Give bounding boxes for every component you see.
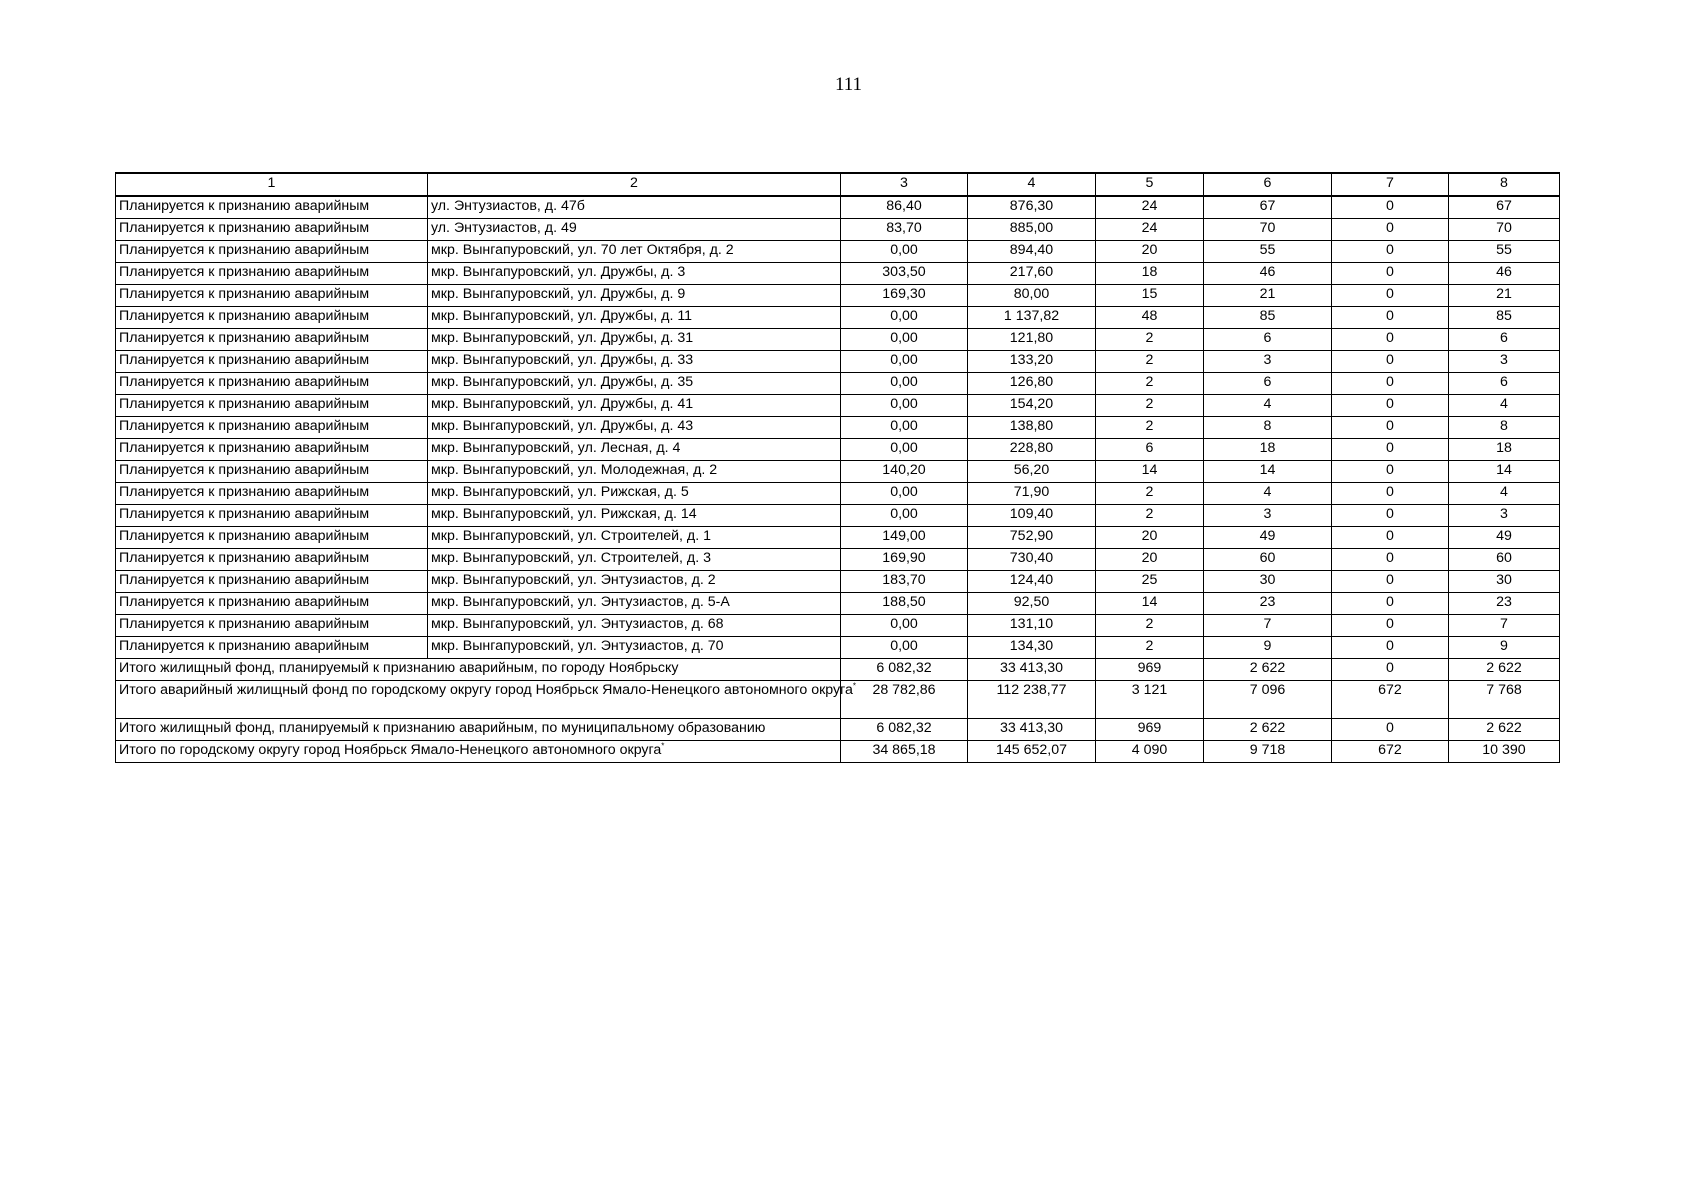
address-cell: ул. Энтузиастов, д. 47б [428, 196, 841, 219]
value-cell-c7: 0 [1332, 527, 1449, 549]
value-cell-c8: 70 [1449, 219, 1560, 241]
value-cell-c8: 67 [1449, 196, 1560, 219]
value-cell-c4: 885,00 [968, 219, 1096, 241]
status-cell: Планируется к признанию аварийным [116, 219, 428, 241]
value-cell-c5: 2 [1096, 615, 1204, 637]
value-cell-c5: 2 [1096, 373, 1204, 395]
value-cell-c8: 46 [1449, 263, 1560, 285]
value-cell-c3: 0,00 [841, 373, 968, 395]
status-cell: Планируется к признанию аварийным [116, 373, 428, 395]
table-row [116, 505, 1560, 527]
total-value-c5: 3 121 [1096, 681, 1204, 719]
header-cell: 3 [841, 173, 968, 196]
value-cell-c3: 0,00 [841, 505, 968, 527]
table-row [116, 307, 1560, 329]
header-row [116, 173, 1560, 196]
value-cell-c7: 0 [1332, 395, 1449, 417]
table-row [116, 196, 1560, 219]
total-value-c8: 2 622 [1449, 659, 1560, 681]
status-cell: Планируется к признанию аварийным [116, 505, 428, 527]
value-cell-c6: 46 [1204, 263, 1332, 285]
address-cell: мкр. Вынгапуровский, ул. Дружбы, д. 41 [428, 395, 841, 417]
total-value-c5: 4 090 [1096, 741, 1204, 763]
value-cell-c7: 0 [1332, 571, 1449, 593]
total-label: Итого жилищный фонд, планируемый к признанию аварийным, по муниципальному образованию [119, 720, 766, 736]
value-cell-c4: 217,60 [968, 263, 1096, 285]
total-value-c7: 0 [1332, 659, 1449, 681]
total-value-c6: 2 622 [1204, 719, 1332, 741]
total-value-c6: 7 096 [1204, 681, 1332, 719]
value-cell-c3: 140,20 [841, 461, 968, 483]
table-row [116, 351, 1560, 373]
value-cell-c3: 0,00 [841, 615, 968, 637]
value-cell-c4: 730,40 [968, 549, 1096, 571]
value-cell-c8: 55 [1449, 241, 1560, 263]
status-cell: Планируется к признанию аварийным [116, 527, 428, 549]
address-cell: мкр. Вынгапуровский, ул. 70 лет Октября, д. 2 [428, 241, 841, 263]
value-cell-c5: 14 [1096, 461, 1204, 483]
status-cell: Планируется к признанию аварийным [116, 196, 428, 219]
table-row [116, 219, 1560, 241]
value-cell-c3: 0,00 [841, 351, 968, 373]
table-row [116, 373, 1560, 395]
value-cell-c7: 0 [1332, 549, 1449, 571]
value-cell-c7: 0 [1332, 505, 1449, 527]
value-cell-c8: 7 [1449, 615, 1560, 637]
total-value-c7: 672 [1332, 681, 1449, 719]
total-row [116, 719, 1560, 741]
value-cell-c5: 6 [1096, 439, 1204, 461]
total-value-c3: 6 082,32 [841, 659, 968, 681]
value-cell-c4: 894,40 [968, 241, 1096, 263]
value-cell-c4: 56,20 [968, 461, 1096, 483]
value-cell-c4: 92,50 [968, 593, 1096, 615]
value-cell-c6: 21 [1204, 285, 1332, 307]
value-cell-c4: 138,80 [968, 417, 1096, 439]
value-cell-c6: 70 [1204, 219, 1332, 241]
value-cell-c3: 0,00 [841, 439, 968, 461]
value-cell-c3: 0,00 [841, 307, 968, 329]
value-cell-c3: 0,00 [841, 329, 968, 351]
value-cell-c5: 2 [1096, 505, 1204, 527]
value-cell-c7: 0 [1332, 196, 1449, 219]
value-cell-c3: 0,00 [841, 395, 968, 417]
value-cell-c5: 2 [1096, 351, 1204, 373]
total-value-c8: 7 768 [1449, 681, 1560, 719]
value-cell-c5: 2 [1096, 395, 1204, 417]
status-cell: Планируется к признанию аварийным [116, 285, 428, 307]
value-cell-c5: 2 [1096, 483, 1204, 505]
header-cell: 4 [968, 173, 1096, 196]
table-row [116, 263, 1560, 285]
status-cell: Планируется к признанию аварийным [116, 615, 428, 637]
value-cell-c6: 30 [1204, 571, 1332, 593]
address-cell: мкр. Вынгапуровский, ул. Дружбы, д. 11 [428, 307, 841, 329]
housing-table [115, 172, 1560, 763]
value-cell-c5: 14 [1096, 593, 1204, 615]
address-cell: мкр. Вынгапуровский, ул. Рижская, д. 14 [428, 505, 841, 527]
total-label-cell [116, 719, 841, 741]
total-value-c6: 2 622 [1204, 659, 1332, 681]
status-cell: Планируется к признанию аварийным [116, 461, 428, 483]
value-cell-c3: 0,00 [841, 417, 968, 439]
value-cell-c4: 133,20 [968, 351, 1096, 373]
total-value-c7: 672 [1332, 741, 1449, 763]
value-cell-c5: 2 [1096, 417, 1204, 439]
value-cell-c8: 8 [1449, 417, 1560, 439]
total-value-c7: 0 [1332, 719, 1449, 741]
status-cell: Планируется к признанию аварийным [116, 263, 428, 285]
address-cell: мкр. Вынгапуровский, ул. Строителей, д. 1 [428, 527, 841, 549]
total-value-c4: 33 413,30 [968, 659, 1096, 681]
value-cell-c5: 24 [1096, 219, 1204, 241]
value-cell-c7: 0 [1332, 417, 1449, 439]
value-cell-c4: 134,30 [968, 637, 1096, 659]
value-cell-c6: 23 [1204, 593, 1332, 615]
value-cell-c4: 876,30 [968, 196, 1096, 219]
value-cell-c4: 228,80 [968, 439, 1096, 461]
value-cell-c5: 20 [1096, 549, 1204, 571]
address-cell: мкр. Вынгапуровский, ул. Энтузиастов, д. 70 [428, 637, 841, 659]
value-cell-c7: 0 [1332, 285, 1449, 307]
footnote-mark: * [661, 741, 665, 751]
address-cell: мкр. Вынгапуровский, ул. Дружбы, д. 33 [428, 351, 841, 373]
value-cell-c7: 0 [1332, 373, 1449, 395]
total-value-c4: 145 652,07 [968, 741, 1096, 763]
total-value-c4: 112 238,77 [968, 681, 1096, 719]
value-cell-c8: 14 [1449, 461, 1560, 483]
status-cell: Планируется к признанию аварийным [116, 571, 428, 593]
value-cell-c3: 188,50 [841, 593, 968, 615]
address-cell: мкр. Вынгапуровский, ул. Дружбы, д. 31 [428, 329, 841, 351]
table-row [116, 461, 1560, 483]
value-cell-c5: 48 [1096, 307, 1204, 329]
table-row [116, 439, 1560, 461]
value-cell-c6: 7 [1204, 615, 1332, 637]
table-row [116, 285, 1560, 307]
value-cell-c8: 60 [1449, 549, 1560, 571]
value-cell-c7: 0 [1332, 329, 1449, 351]
value-cell-c6: 60 [1204, 549, 1332, 571]
total-value-c8: 2 622 [1449, 719, 1560, 741]
table-row [116, 241, 1560, 263]
status-cell: Планируется к признанию аварийным [116, 241, 428, 263]
value-cell-c7: 0 [1332, 241, 1449, 263]
value-cell-c3: 169,30 [841, 285, 968, 307]
value-cell-c8: 23 [1449, 593, 1560, 615]
value-cell-c3: 0,00 [841, 241, 968, 263]
value-cell-c6: 85 [1204, 307, 1332, 329]
address-cell: мкр. Вынгапуровский, ул. Молодежная, д. 2 [428, 461, 841, 483]
address-cell: мкр. Вынгапуровский, ул. Лесная, д. 4 [428, 439, 841, 461]
value-cell-c4: 752,90 [968, 527, 1096, 549]
header-cell: 7 [1332, 173, 1449, 196]
total-value-c4: 33 413,30 [968, 719, 1096, 741]
total-value-c6: 9 718 [1204, 741, 1332, 763]
value-cell-c7: 0 [1332, 593, 1449, 615]
value-cell-c3: 0,00 [841, 483, 968, 505]
value-cell-c6: 3 [1204, 505, 1332, 527]
value-cell-c3: 169,90 [841, 549, 968, 571]
value-cell-c7: 0 [1332, 615, 1449, 637]
value-cell-c7: 0 [1332, 263, 1449, 285]
status-cell: Планируется к признанию аварийным [116, 549, 428, 571]
value-cell-c8: 4 [1449, 395, 1560, 417]
value-cell-c5: 25 [1096, 571, 1204, 593]
table-row [116, 527, 1560, 549]
value-cell-c8: 4 [1449, 483, 1560, 505]
total-label: Итого жилищный фонд, планируемый к признанию аварийным, по городу Ноябрьску [119, 660, 679, 676]
page-number: 111 [834, 74, 863, 95]
value-cell-c3: 0,00 [841, 637, 968, 659]
value-cell-c5: 15 [1096, 285, 1204, 307]
value-cell-c3: 86,40 [841, 196, 968, 219]
total-label: Итого по городскому округу город Ноябрьск Ямало-Ненецкого автономного округа [119, 742, 662, 758]
table-row [116, 549, 1560, 571]
value-cell-c6: 55 [1204, 241, 1332, 263]
total-label-cell [116, 659, 841, 681]
total-value-c3: 6 082,32 [841, 719, 968, 741]
value-cell-c7: 0 [1332, 483, 1449, 505]
header-cell: 8 [1449, 173, 1560, 196]
value-cell-c4: 126,80 [968, 373, 1096, 395]
total-value-c8: 10 390 [1449, 741, 1560, 763]
status-cell: Планируется к признанию аварийным [116, 307, 428, 329]
value-cell-c5: 2 [1096, 329, 1204, 351]
total-value-c3: 28 782,86 [841, 681, 968, 719]
address-cell: мкр. Вынгапуровский, ул. Дружбы, д. 3 [428, 263, 841, 285]
value-cell-c7: 0 [1332, 461, 1449, 483]
value-cell-c6: 49 [1204, 527, 1332, 549]
status-cell: Планируется к признанию аварийным [116, 637, 428, 659]
table-row [116, 483, 1560, 505]
value-cell-c6: 4 [1204, 395, 1332, 417]
value-cell-c8: 49 [1449, 527, 1560, 549]
table-row [116, 395, 1560, 417]
footnote-mark: * [852, 681, 857, 691]
value-cell-c5: 24 [1096, 196, 1204, 219]
total-value-c5: 969 [1096, 659, 1204, 681]
value-cell-c4: 131,10 [968, 615, 1096, 637]
value-cell-c4: 1 137,82 [968, 307, 1096, 329]
value-cell-c8: 18 [1449, 439, 1560, 461]
status-cell: Планируется к признанию аварийным [116, 395, 428, 417]
total-label-cell [116, 741, 841, 763]
status-cell: Планируется к признанию аварийным [116, 439, 428, 461]
value-cell-c4: 80,00 [968, 285, 1096, 307]
address-cell: мкр. Вынгапуровский, ул. Дружбы, д. 9 [428, 285, 841, 307]
value-cell-c8: 3 [1449, 351, 1560, 373]
total-row [116, 741, 1560, 763]
value-cell-c5: 20 [1096, 241, 1204, 263]
value-cell-c8: 30 [1449, 571, 1560, 593]
value-cell-c5: 20 [1096, 527, 1204, 549]
address-cell: мкр. Вынгапуровский, ул. Строителей, д. 3 [428, 549, 841, 571]
table-row [116, 615, 1560, 637]
address-cell: мкр. Вынгапуровский, ул. Энтузиастов, д. 5-А [428, 593, 841, 615]
address-cell: мкр. Вынгапуровский, ул. Дружбы, д. 43 [428, 417, 841, 439]
address-cell: мкр. Вынгапуровский, ул. Дружбы, д. 35 [428, 373, 841, 395]
status-cell: Планируется к признанию аварийным [116, 351, 428, 373]
value-cell-c8: 6 [1449, 373, 1560, 395]
value-cell-c3: 149,00 [841, 527, 968, 549]
total-label-cell [116, 681, 857, 719]
value-cell-c7: 0 [1332, 219, 1449, 241]
total-row [116, 681, 1560, 719]
table-row [116, 637, 1560, 659]
total-row [116, 659, 1560, 681]
value-cell-c6: 18 [1204, 439, 1332, 461]
status-cell: Планируется к признанию аварийным [116, 417, 428, 439]
address-cell: ул. Энтузиастов, д. 49 [428, 219, 841, 241]
total-value-c5: 969 [1096, 719, 1204, 741]
table-row [116, 593, 1560, 615]
value-cell-c4: 109,40 [968, 505, 1096, 527]
value-cell-c7: 0 [1332, 307, 1449, 329]
value-cell-c8: 9 [1449, 637, 1560, 659]
value-cell-c4: 154,20 [968, 395, 1096, 417]
address-cell: мкр. Вынгапуровский, ул. Энтузиастов, д. 2 [428, 571, 841, 593]
address-cell: мкр. Вынгапуровский, ул. Энтузиастов, д. 68 [428, 615, 841, 637]
value-cell-c6: 9 [1204, 637, 1332, 659]
value-cell-c3: 83,70 [841, 219, 968, 241]
header-cell: 6 [1204, 173, 1332, 196]
value-cell-c4: 124,40 [968, 571, 1096, 593]
value-cell-c5: 18 [1096, 263, 1204, 285]
status-cell: Планируется к признанию аварийным [116, 483, 428, 505]
value-cell-c6: 3 [1204, 351, 1332, 373]
value-cell-c4: 71,90 [968, 483, 1096, 505]
value-cell-c6: 6 [1204, 373, 1332, 395]
value-cell-c6: 4 [1204, 483, 1332, 505]
value-cell-c8: 3 [1449, 505, 1560, 527]
header-cell: 2 [428, 173, 841, 196]
address-cell: мкр. Вынгапуровский, ул. Рижская, д. 5 [428, 483, 841, 505]
value-cell-c7: 0 [1332, 351, 1449, 373]
header-cell: 1 [116, 173, 428, 196]
value-cell-c8: 85 [1449, 307, 1560, 329]
value-cell-c6: 6 [1204, 329, 1332, 351]
status-cell: Планируется к признанию аварийным [116, 329, 428, 351]
value-cell-c6: 14 [1204, 461, 1332, 483]
value-cell-c8: 21 [1449, 285, 1560, 307]
value-cell-c8: 6 [1449, 329, 1560, 351]
value-cell-c6: 8 [1204, 417, 1332, 439]
table-row [116, 571, 1560, 593]
value-cell-c4: 121,80 [968, 329, 1096, 351]
status-cell: Планируется к признанию аварийным [116, 593, 428, 615]
total-value-c3: 34 865,18 [841, 741, 968, 763]
table-row [116, 329, 1560, 351]
value-cell-c5: 2 [1096, 637, 1204, 659]
value-cell-c3: 303,50 [841, 263, 968, 285]
value-cell-c7: 0 [1332, 637, 1449, 659]
value-cell-c7: 0 [1332, 439, 1449, 461]
value-cell-c6: 67 [1204, 196, 1332, 219]
header-cell: 5 [1096, 173, 1204, 196]
total-label: Итого аварийный жилищный фонд по городскому округу город Ноябрьск Ямало-Ненецкого автономного округа [119, 682, 853, 698]
table-row [116, 417, 1560, 439]
value-cell-c3: 183,70 [841, 571, 968, 593]
